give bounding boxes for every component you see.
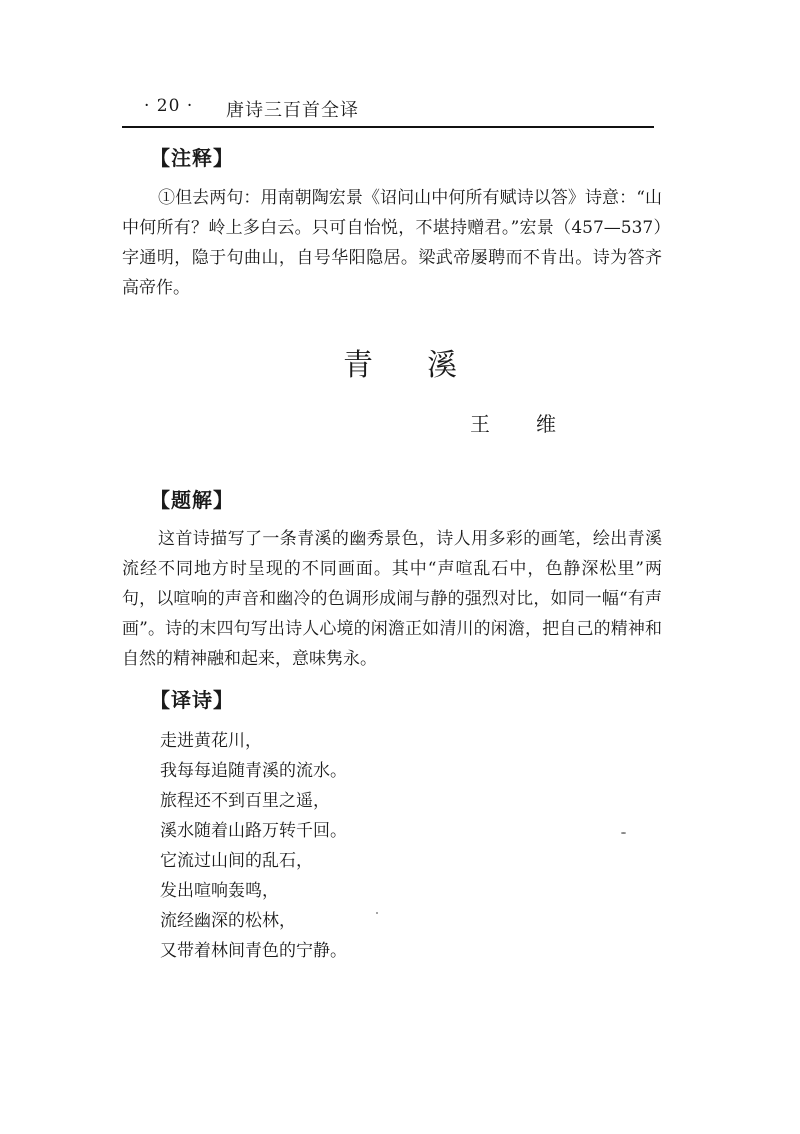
translation-line: 旅程还不到百里之遥， [160,791,330,811]
page-header [122,94,654,124]
header-rule [122,126,654,128]
book-title: 唐诗三百首全译 [226,100,359,121]
translation-line: 走进黄花川， [160,731,262,751]
translation-heading: 【译诗】 [150,688,234,712]
poem-author: 王维 [470,412,602,436]
translation-line: 溪水随着山路万转千回。 [160,821,347,841]
notes-paragraph: ①但去两句：用南朝陶宏景《诏问山中何所有赋诗以答》诗意：“山中何所有？岭上多白云。只可自怡悦，不堪持赠君。”宏景（457—537）字通明，隐于句曲山，自号华阳隐居。梁武帝屡聘而不肯出。诗为答齐高帝作。 [122,188,662,298]
translation-line: 又带着林间青色的宁静。 [160,941,347,961]
translation-line: 发出喧响轰鸣， [160,881,279,901]
translation-poem [160,726,347,966]
poem-title: 青溪 [343,348,511,383]
translation-line: 我每每追随青溪的流水。 [160,761,347,781]
translation-line: 它流过山间的乱石， [160,851,313,871]
notes-heading: 【注释】 [150,146,234,170]
explanation-heading: 【题解】 [150,488,234,512]
translation-line: 流经幽深的松林， [160,911,296,931]
scan-speck [376,912,378,914]
page-number: · 20 · [144,96,194,116]
explanation-paragraph: 这首诗描写了一条青溪的幽秀景色，诗人用多彩的画笔，绘出青溪流经不同地方时呈现的不同画面。其中“声喧乱石中，色静深松里”两句，以喧响的声音和幽冷的色调形成闹与静的强烈对比，如同一幅“有声画”。诗的末四句写出诗人心境的闲澹正如清川的闲澹，把自己的精神和自然的精神融和起来，意味隽永。 [122,529,662,669]
scan-speck [621,832,626,834]
